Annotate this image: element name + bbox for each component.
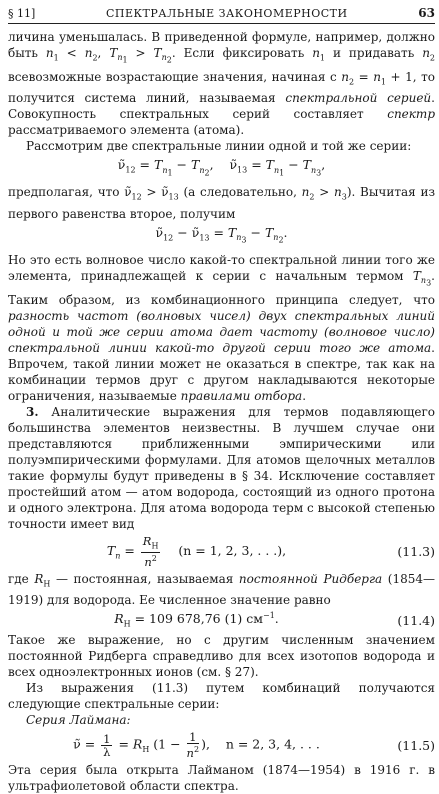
term-selection-rules: правилами отбора	[180, 388, 303, 403]
paragraph-subtract: предполагая, что $\nũ_{12}$ > $\nũ_{13}$ (а следовательно, $n_2 > n_3$). Вычитая из первого равенства второе, получим	[8, 185, 435, 221]
paragraph-series-definition: личина уменьшалась. В приведенной формуле, например, должно быть $n_1 < n_2$, $T_{n_1} > T_{n_2}$. Если фиксировать $n_1$ и придавать $n_2$ всевозможные возрастающие значения, начиная с $n_2 = n_1 + 1$, то получится система линий, называемая спектральной серией. Совокупность спектральных серий составляет спектр рассматриваемого элемента (атома).	[8, 30, 436, 138]
paragraph-series-intro: Из выражения (11.3) путем комбинаций получаются следующие спектральные серии:	[8, 681, 435, 712]
equation-difference: $\nũ_{12}$ − $\nũ_{13} = T_{n_3} - T_{n_2}$.	[155, 224, 288, 245]
term-spectral-series: спектральной серией	[285, 91, 432, 106]
equation-number: (11.5)	[397, 737, 435, 753]
page-header	[8, 6, 435, 24]
term-spectrum: спектр	[387, 107, 435, 122]
paragraph-isotopes: Такое же выражение, но с другим численным значением постоянной Ридберга справедливо для всех изотопов водорода и всех одноэлектронных ионов (см. § 27).	[8, 633, 435, 680]
paragraph-combination-principle: Но это есть волновое число какой-то спектральной линии того же элемента, принадлежащей к серии с начальным термом $T_{n_3}$. Таким образом, из комбинационного принципа следует, что разность частот (волновых чисел) двух спектральных линий одной и той же серии атома дает частоту (волновое число) спектральной линии какой-то другой серии того же атома. Впрочем, такой линии может не оказаться в спектре, так как на комбинации термов друг с другом накладываются некоторые ограничения, называемые правилами отбора.	[8, 252, 435, 403]
combination-rule-statement: разность частот (волновых чисел) двух спектральных линий одной и той же серии атома дает частоту (волновое число) спектральной линии какой-то другой серии того же атома	[8, 308, 435, 355]
paragraph-hydrogen-term: 3. Аналитические выражения для термов подавляющего большинства элементов неизвестны. В лучшем случае они представляются приближенными эмпирическими или полуэмпирическими формулами. Для атомов щелочных металлов такие формулы будут приведены в § 34. Исключение составляет простейший атом — атом водорода, состоящий из одного протона и одного электрона. Для атома водорода терм с высокой степенью точности имеет вид	[8, 404, 435, 531]
equation-11-3: $T_n$ = $\frac{R_H}{n^2}$ (n = 1, 2, 3, . . .), (11.3)	[106, 533, 435, 570]
section-ref: § 11]	[8, 7, 36, 20]
equation-two-lines: $\nũ_{12} = T_{n_1} - T_{n_2}$, $\nũ_{13} = T_{n_1} - T_{n_3}$,	[117, 157, 326, 178]
equation-number: (11.3)	[397, 544, 435, 559]
term-rydberg-constant: постоянной Ридберга	[238, 572, 383, 587]
equation-11-5: ν̃ = $\frac{1}{\lambda}$ = $R_H$ (1 − $\frac{1}{n^2}$ ), n = 2, 3, 4, . . . (11.5)	[73, 730, 435, 760]
equation-11-4: $R_H = 109$ 678,76 (1) $см^{-1}$. (11.4)	[114, 611, 435, 630]
series-label-lyman: Серия Лаймана:	[26, 713, 131, 728]
paragraph-rydberg: где $R_H$ — постоянная, называемая постоянной Ридберга (1854—1919) для водорода. Ее численное значение равно	[8, 572, 435, 608]
equation-number: (11.4)	[397, 612, 435, 628]
page-number: 63	[418, 6, 435, 20]
paragraph-lyman-discovery: Эта серия была открыта Лайманом (1874—1954) в 1916 г. в ультрафиолетовой области спектра.	[8, 762, 435, 793]
running-title: СПЕКТРАЛЬНЫЕ ЗАКОНОМЕРНОСТИ	[105, 7, 348, 20]
paragraph-two-lines: Рассмотрим две спектральные линии одной и той же серии:	[26, 139, 412, 154]
